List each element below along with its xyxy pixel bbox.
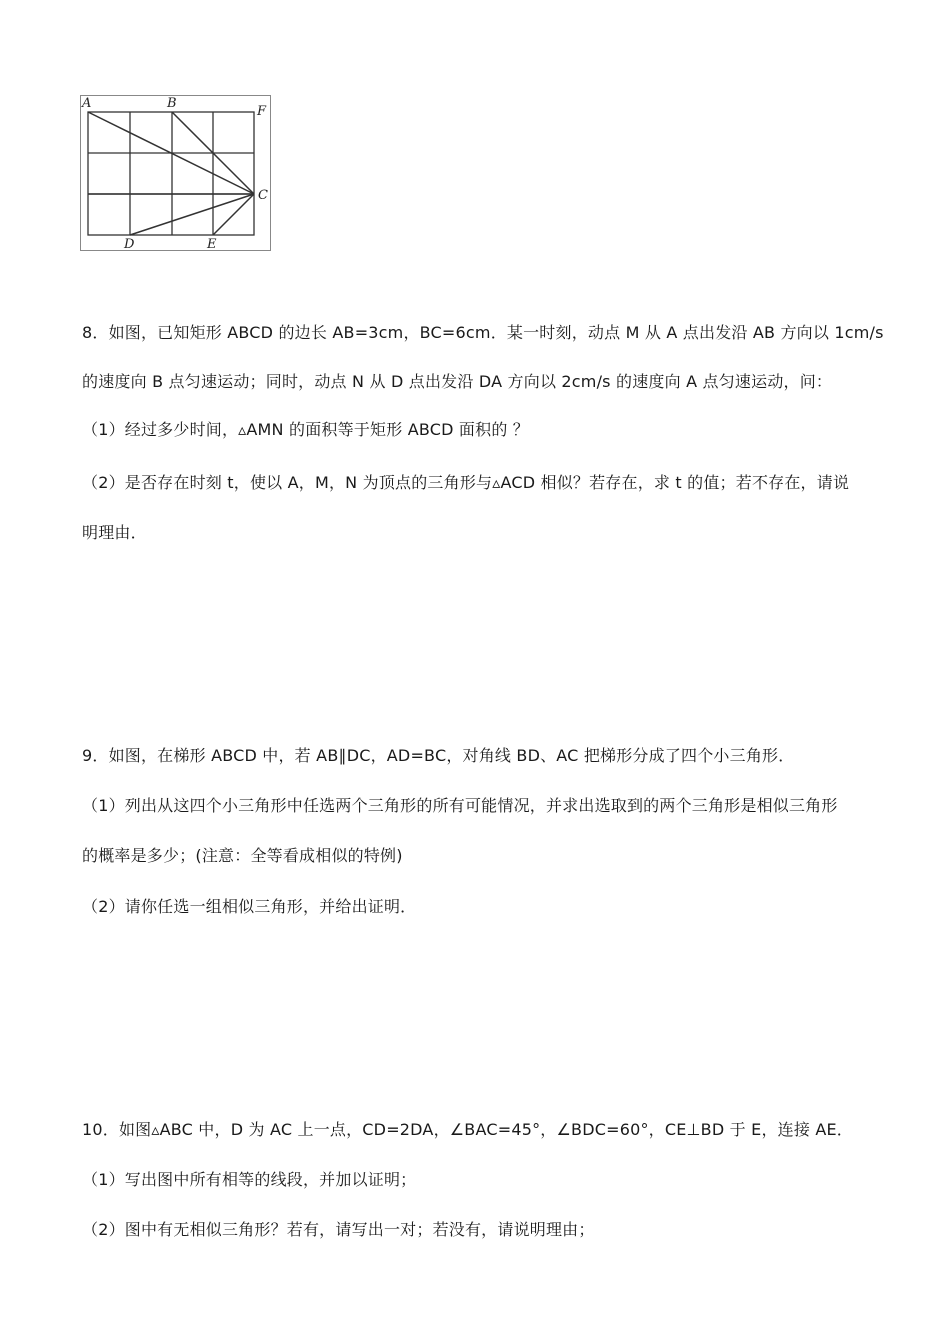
grid-figure-svg bbox=[80, 95, 271, 251]
q10-part1: （1）写出图中所有相等的线段，并加以证明； bbox=[82, 1170, 417, 1189]
q8-line1: 8．如图，已知矩形 ABCD 的边长 AB=3cm，BC=6cm．某一时刻，动点 M 从 A 点出发沿 AB 方向以 1cm/s bbox=[82, 323, 884, 342]
label-e: E bbox=[207, 237, 217, 251]
q9-part1-line1: （1）列出从这四个小三角形中任选两个三角形的所有可能情况，并求出选取到的两个三角形是相似三角形 bbox=[82, 796, 838, 815]
q8-part1: （1）经过多少时间，▵AMN 的面积等于矩形 ABCD 面积的 ？ bbox=[82, 420, 530, 439]
q9-part1-line2: 的概率是多少；(注意：全等看成相似的特例) bbox=[82, 846, 403, 865]
figure-border bbox=[81, 96, 271, 251]
label-b: B bbox=[167, 96, 177, 111]
label-a: A bbox=[82, 96, 92, 111]
label-f: F bbox=[257, 104, 267, 119]
q10-part2: （2）图中有无相似三角形？若有，请写出一对；若没有，请说明理由； bbox=[82, 1220, 595, 1239]
q10-line1: 10．如图▵ABC 中，D 为 AC 上一点，CD=2DA，∠BAC=45°，∠BDC=60°，CE⊥BD 于 E，连接 AE． bbox=[82, 1120, 854, 1139]
q8-line2: 的速度向 B 点匀速运动；同时，动点 N 从 D 点出发沿 DA 方向以 2cm/s 的速度向 A 点匀速运动，问： bbox=[82, 372, 833, 391]
q9-part2: （2）请你任选一组相似三角形，并给出证明． bbox=[82, 897, 417, 916]
label-d: D bbox=[124, 237, 135, 251]
q8-part2-line1: （2）是否存在时刻 t，使以 A，M，N 为顶点的三角形与▵ACD 相似？若存在，求 t 的值；若不存在，请说 bbox=[82, 473, 850, 492]
q8-part2-line2: 明理由． bbox=[82, 523, 147, 542]
label-c: C bbox=[258, 188, 268, 203]
grid-figure bbox=[80, 95, 271, 251]
q9-line1: 9．如图，在梯形 ABCD 中，若 AB∥DC，AD=BC，对角线 BD、AC 把梯形分成了四个小三角形． bbox=[82, 746, 795, 765]
